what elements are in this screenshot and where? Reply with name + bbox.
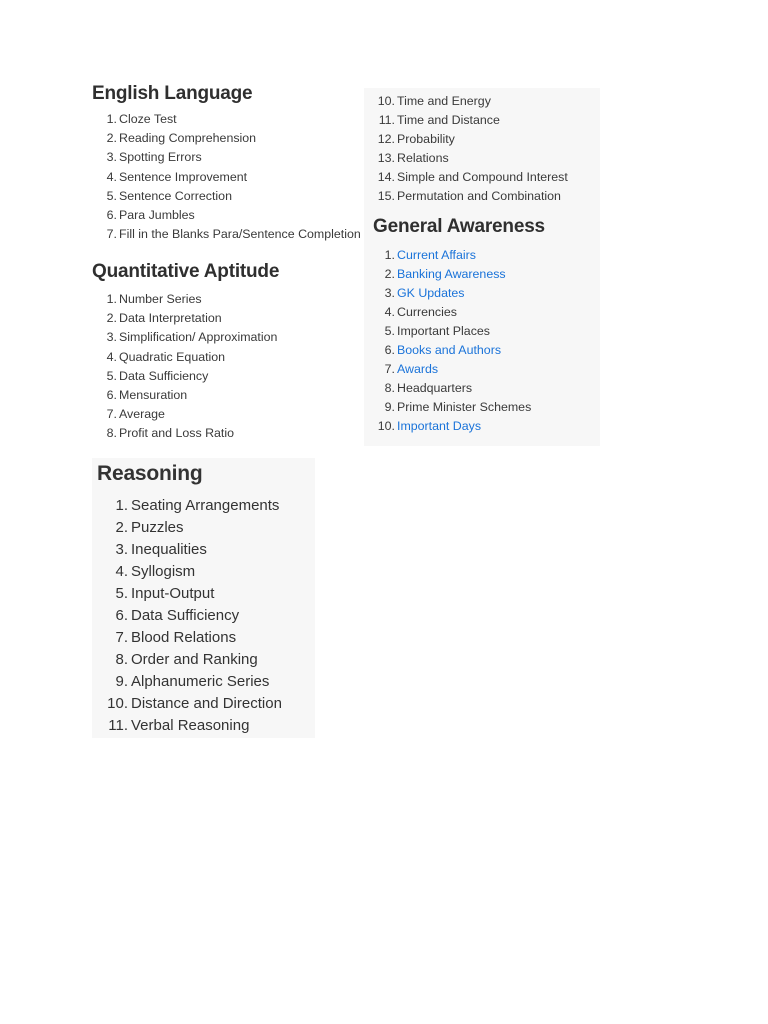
list-item-text: Reading Comprehension — [119, 131, 257, 146]
list-item-text: Important Places — [397, 324, 490, 338]
list-item — [92, 605, 282, 627]
list-item-number: 2. — [115, 519, 128, 536]
list-item-number: 11. — [378, 113, 395, 127]
english-language-section — [92, 83, 361, 244]
list-item-link[interactable]: Current Affairs — [397, 248, 476, 262]
list-item-number: 10. — [107, 695, 128, 712]
list-item-number: 4. — [106, 169, 117, 184]
list-item-number: 6. — [106, 207, 117, 222]
general-awareness-list-wrap — [364, 246, 531, 436]
list-item-number: 7. — [106, 407, 117, 422]
list-item — [364, 379, 531, 398]
list-item-text: Data Sufficiency — [131, 607, 240, 624]
list-item-number: 6. — [115, 607, 128, 624]
list-item — [92, 367, 279, 386]
list-item — [92, 715, 282, 737]
list-item-text: Permutation and Combination — [397, 189, 561, 203]
list-item-text: Input-Output — [131, 585, 215, 602]
general-awareness-heading: General Awareness — [373, 216, 545, 237]
list-item-number: 3. — [106, 330, 117, 345]
list-item-text: Prime Minister Schemes — [397, 400, 532, 414]
list-item-number: 1. — [384, 248, 395, 262]
list-item-number: 4. — [115, 563, 128, 580]
list-item — [92, 110, 361, 129]
list-item-text: Verbal Reasoning — [131, 717, 250, 734]
list-item-text: Para Jumbles — [119, 207, 195, 222]
list-item-text: Currencies — [397, 305, 457, 319]
list-item-text: Time and Energy — [397, 94, 491, 108]
list-item-text: Simple and Compound Interest — [397, 170, 568, 184]
reasoning-panel — [92, 458, 315, 738]
list-item — [92, 309, 279, 328]
list-item — [92, 583, 282, 605]
list-item-number: 8. — [384, 381, 395, 395]
list-item — [92, 225, 361, 244]
list-item-number: 13. — [377, 151, 395, 165]
quantitative-aptitude-list — [92, 290, 279, 444]
reasoning-heading-wrap — [97, 462, 203, 486]
list-item — [92, 627, 282, 649]
general-awareness-section — [373, 216, 545, 238]
list-item — [92, 693, 282, 715]
list-item-number: 3. — [115, 541, 128, 558]
list-item — [364, 187, 568, 206]
list-item-number: 1. — [106, 292, 117, 306]
list-item-link[interactable]: Banking Awareness — [397, 267, 506, 281]
list-item — [92, 671, 282, 693]
english-language-heading: English Language — [92, 83, 253, 104]
list-item-text: Data Interpretation — [119, 311, 222, 326]
list-item[interactable] — [364, 246, 531, 265]
list-item-number: 5. — [106, 368, 117, 383]
list-item — [364, 303, 531, 322]
reasoning-heading: Reasoning — [97, 462, 203, 485]
list-item-number: 6. — [384, 343, 395, 357]
list-item-text: Data Sufficiency — [119, 368, 209, 383]
list-item-number: 7. — [106, 227, 117, 242]
list-item[interactable] — [364, 360, 531, 379]
list-item — [92, 517, 282, 539]
list-item — [92, 539, 282, 561]
list-item-text: Blood Relations — [131, 629, 237, 646]
list-item-link[interactable]: Important Days — [397, 419, 482, 433]
list-item-number: 2. — [106, 311, 117, 326]
list-item-number: 5. — [106, 188, 117, 203]
list-item-number: 8. — [106, 426, 117, 441]
list-item — [92, 348, 279, 367]
list-item-link[interactable]: GK Updates — [397, 286, 465, 300]
general-awareness-list — [364, 246, 531, 436]
quantitative-aptitude-section — [92, 261, 279, 444]
list-item — [92, 168, 361, 187]
list-item[interactable] — [364, 417, 531, 436]
list-item[interactable] — [364, 341, 531, 360]
list-item — [92, 405, 279, 424]
list-item-number: 9. — [384, 400, 395, 414]
list-item-number: 2. — [384, 267, 395, 281]
list-item — [92, 187, 361, 206]
list-item — [92, 649, 282, 671]
list-item-number: 3. — [106, 150, 117, 165]
list-item-number: 3. — [384, 286, 395, 300]
list-item[interactable] — [364, 265, 531, 284]
list-item — [92, 129, 361, 148]
list-item — [364, 111, 568, 130]
list-item-text: Alphanumeric Series — [131, 673, 270, 690]
list-item-text: Simplification/ Approximation — [119, 330, 278, 345]
list-item — [92, 386, 279, 405]
list-item-link[interactable]: Books and Authors — [397, 343, 502, 357]
list-item-number: 1. — [106, 112, 117, 126]
list-item — [364, 92, 568, 111]
quantitative-aptitude-continued-list — [364, 92, 568, 206]
list-item — [92, 561, 282, 583]
list-item-number: 7. — [384, 362, 395, 376]
list-item-number: 8. — [115, 651, 128, 668]
list-item — [364, 130, 568, 149]
list-item-number: 10. — [377, 94, 395, 108]
list-item-text: Probability — [397, 132, 455, 146]
list-item-text: Number Series — [119, 292, 202, 306]
list-item[interactable] — [364, 284, 531, 303]
left-column — [92, 83, 364, 446]
right-column — [364, 88, 600, 446]
list-item-text: Spotting Errors — [119, 150, 202, 165]
list-item — [92, 206, 361, 225]
list-item-number: 2. — [106, 131, 117, 146]
list-item — [364, 168, 568, 187]
list-item-text: Average — [119, 407, 165, 422]
list-item-text: Syllogism — [131, 563, 196, 580]
list-item-number: 5. — [115, 585, 128, 602]
reasoning-list — [92, 495, 282, 737]
list-item — [92, 148, 361, 167]
list-item-number: 1. — [115, 497, 128, 514]
reasoning-list-wrap — [92, 495, 282, 737]
list-item-text: Time and Distance — [397, 113, 500, 127]
list-item — [364, 398, 531, 417]
list-item-text: Sentence Correction — [119, 188, 232, 203]
list-item-text: Sentence Improvement — [119, 169, 248, 184]
list-item-text: Mensuration — [119, 387, 188, 402]
list-item-number: 6. — [106, 387, 117, 402]
list-item — [92, 328, 279, 347]
list-item-text: Distance and Direction — [131, 695, 282, 712]
list-item-text: Profit and Loss Ratio — [119, 426, 235, 441]
english-language-list — [92, 110, 361, 244]
list-item — [364, 149, 568, 168]
list-item-text: Inequalities — [131, 541, 207, 558]
list-item-link[interactable]: Awards — [397, 362, 439, 376]
list-item-text: Puzzles — [131, 519, 184, 536]
list-item-number: 4. — [106, 349, 117, 364]
list-item-text: Cloze Test — [119, 112, 177, 126]
list-item-number: 7. — [115, 629, 128, 646]
list-item-number: 9. — [115, 673, 128, 690]
list-item-text: Fill in the Blanks Para/Sentence Completion — [119, 227, 361, 242]
list-item-text: Seating Arrangements — [131, 497, 280, 514]
list-item-text: Relations — [397, 151, 449, 165]
list-item-number: 5. — [384, 324, 395, 338]
list-item-number: 10. — [377, 419, 395, 433]
list-item — [92, 495, 282, 517]
list-item — [92, 290, 279, 309]
list-item-text: Headquarters — [397, 381, 473, 395]
quantitative-aptitude-continued-section — [364, 92, 568, 206]
quantitative-aptitude-heading: Quantitative Aptitude — [92, 261, 280, 282]
list-item — [92, 424, 279, 443]
list-item-number: 14. — [377, 170, 395, 184]
list-item — [364, 322, 531, 341]
list-item-text: Order and Ranking — [131, 651, 258, 668]
list-item-number: 4. — [384, 305, 395, 319]
list-item-text: Quadratic Equation — [119, 349, 226, 364]
list-item-number: 15. — [377, 189, 395, 203]
list-item-number: 12. — [377, 132, 395, 146]
list-item-number: 11. — [108, 717, 128, 734]
